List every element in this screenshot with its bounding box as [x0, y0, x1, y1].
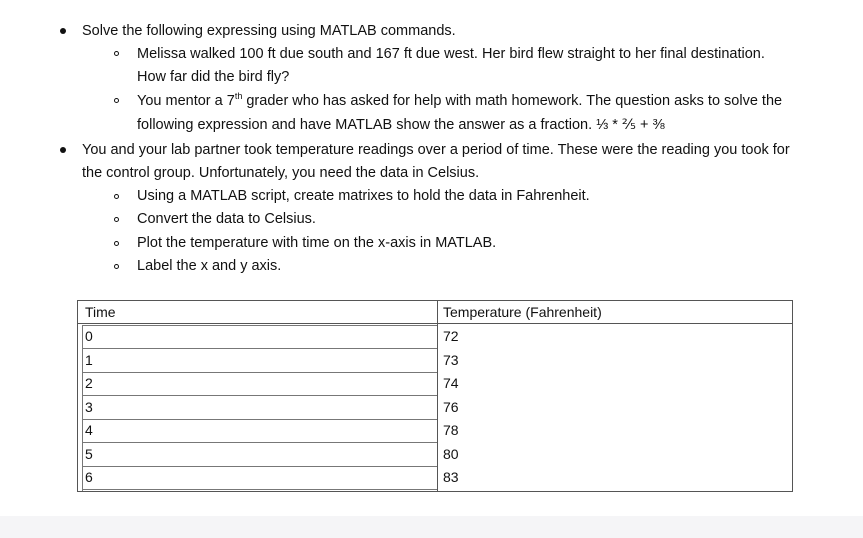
grid-line — [82, 419, 437, 420]
time-cell: 0 — [85, 328, 93, 344]
bullet-2-sub-2: Convert the data to Celsius. — [137, 211, 316, 227]
temperature-cell: 73 — [443, 352, 459, 368]
temperature-cell: 83 — [443, 469, 459, 485]
time-cell: 6 — [85, 469, 93, 485]
temperature-table — [77, 300, 793, 492]
header-time: Time — [85, 304, 116, 320]
sub-2-line-1-pre: You mentor a 7 — [137, 93, 235, 109]
sub-bullet-circle — [114, 98, 119, 103]
temperature-cell: 72 — [443, 328, 459, 344]
time-column-grid — [82, 325, 437, 491]
ordinal-suffix: th — [234, 91, 243, 102]
bullet-disc — [60, 28, 66, 34]
time-cell: 3 — [85, 399, 93, 415]
grid-line — [82, 466, 437, 467]
temperature-cell: 80 — [443, 446, 459, 462]
temperature-cell: 74 — [443, 375, 459, 391]
bullet-2-sub-1: Using a MATLAB script, create matrixes to hold the data in Fahrenheit. — [137, 188, 590, 204]
bullet-2-sub-3: Plot the temperature with time on the x-axis in MATLAB. — [137, 235, 497, 251]
bullet-2-text-line-1: You and your lab partner took temperature readings over a period of time. These were the reading you took for — [82, 142, 790, 158]
sub-bullet-circle — [114, 217, 119, 222]
time-cell: 1 — [85, 352, 93, 368]
time-cell: 4 — [85, 422, 93, 438]
grid-line — [82, 325, 437, 326]
grid-line — [82, 348, 437, 349]
grid-line — [82, 395, 437, 396]
column-divider — [437, 301, 438, 491]
grid-line — [82, 372, 437, 373]
bullet-1-sub-2-line-2: following expression and have MATLAB show the answer as a fraction. ⅓ * ⅖ + ⅜ — [137, 117, 665, 133]
bullet-2-sub-4: Label the x and y axis. — [137, 258, 282, 274]
bullet-1-sub-1-line-2: How far did the bird fly? — [137, 69, 290, 85]
bullet-1-text: Solve the following expressing using MATLAB commands. — [82, 23, 456, 39]
time-cell: 5 — [85, 446, 93, 462]
header-divider — [78, 323, 792, 324]
bullet-disc — [60, 147, 66, 153]
sub-bullet-circle — [114, 241, 119, 246]
sub-2-line-1-post: grader who has asked for help with math homework. The question asks to solve the — [242, 93, 783, 109]
grid-line — [82, 442, 437, 443]
sub-bullet-circle — [114, 264, 119, 269]
page-bottom-margin — [0, 516, 863, 538]
header-temperature: Temperature (Fahrenheit) — [443, 304, 602, 320]
sub-bullet-circle — [114, 194, 119, 199]
bullet-2-text-line-2: the control group. Unfortunately, you need the data in Celsius. — [82, 165, 480, 181]
bullet-1-sub-1-line-1: Melissa walked 100 ft due south and 167 ft due west. Her bird flew straight to her final destination. — [137, 46, 765, 62]
temperature-cell: 78 — [443, 422, 459, 438]
temperature-cell: 76 — [443, 399, 459, 415]
grid-line — [82, 489, 437, 490]
bullet-1-sub-2-line-1 — [137, 92, 782, 110]
sub-bullet-circle — [114, 51, 119, 56]
time-cell: 2 — [85, 375, 93, 391]
